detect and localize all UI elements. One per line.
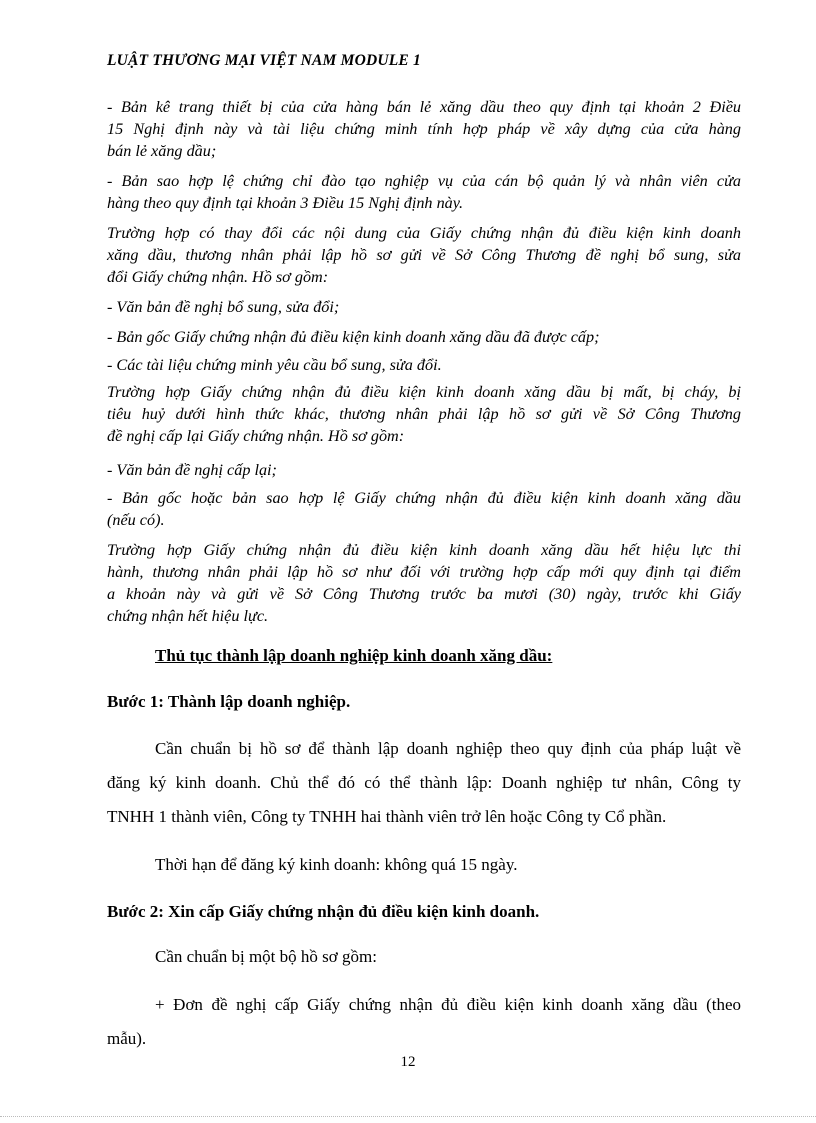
- text-line: TNHH 1 thành viên, Công ty TNHH hai thành viên trở lên hoặc Công ty Cổ phần.: [107, 807, 667, 826]
- text-line: a khoản này và gửi về Sở Công Thương trước ba mươi (30) ngày, trước khi Giấy: [107, 585, 741, 603]
- text-line: Trường hợp Giấy chứng nhận đủ điều kiện kinh doanh xăng dầu hết hiệu lực thi: [107, 541, 741, 559]
- page-number: 12: [400, 1054, 416, 1070]
- text-line: - Bản gốc Giấy chứng nhận đủ điều kiện kinh doanh xăng dầu đã được cấp;: [107, 328, 600, 346]
- registration-deadline: Thời hạn để đăng ký kinh doanh: không quá 15 ngày.: [155, 855, 518, 874]
- step-1-paragraph: [107, 732, 741, 834]
- certificate-copy-item: [107, 170, 741, 214]
- text-line: - Bản sao hợp lệ chứng chỉ đào tạo nghiệp vụ của cán bộ quản lý và nhân viên cửa: [107, 172, 741, 190]
- text-line: Cần chuẩn bị hồ sơ để thành lập doanh nghiệp theo quy định của pháp luật về: [155, 739, 741, 758]
- amendment-paragraph: [107, 222, 741, 288]
- text-line: tiêu huỷ dưới hình thức khác, thương nhân phải lập hồ sơ gửi về Sở Công Thương: [107, 405, 741, 423]
- text-line: + Đơn đề nghị cấp Giấy chứng nhận đủ điều kiện kinh doanh xăng dầu (theo: [155, 995, 741, 1014]
- equipment-list-item: [107, 96, 741, 162]
- step-2-title: Bước 2: Xin cấp Giấy chứng nhận đủ điều kiện kinh doanh.: [107, 902, 540, 921]
- expired-certificate-paragraph: [107, 539, 741, 627]
- text-line: đề nghị cấp lại Giấy chứng nhận. Hồ sơ gồm:: [107, 427, 405, 445]
- original-or-copy-item: [107, 487, 741, 531]
- text-line: - Các tài liệu chứng minh yêu cầu bổ sung, sửa đổi.: [107, 356, 442, 374]
- reissue-request-item: [107, 459, 741, 481]
- text-line: - Văn bản đề nghị bổ sung, sửa đổi;: [107, 298, 340, 316]
- text-line: xăng dầu, thương nhân phải lập hồ sơ gửi về Sở Công Thương đề nghị bổ sung, sửa: [107, 246, 741, 264]
- step-1-title: Bước 1: Thành lập doanh nghiệp.: [107, 692, 351, 711]
- text-line: hành, thương nhân phải lập hồ sơ như đối với trường hợp cấp mới quy định tại điểm: [107, 563, 741, 581]
- amendment-request-item: [107, 296, 741, 318]
- application-form-item: [107, 988, 741, 1056]
- text-line: - Bản gốc hoặc bản sao hợp lệ Giấy chứng nhận đủ điều kiện kinh doanh xăng dầu: [107, 489, 741, 507]
- section-title: Thủ tục thành lập doanh nghiệp kinh doanh xăng dầu:: [155, 646, 553, 665]
- lost-certificate-paragraph: [107, 381, 741, 447]
- text-line: - Văn bản đề nghị cấp lại;: [107, 461, 277, 479]
- text-line: Trường hợp Giấy chứng nhận đủ điều kiện kinh doanh xăng dầu bị mất, bị cháy, bị: [107, 383, 741, 401]
- step-2-intro: Cần chuẩn bị một bộ hồ sơ gồm:: [155, 947, 377, 966]
- supporting-documents-item: [107, 354, 741, 376]
- text-line: Trường hợp có thay đổi các nội dung của Giấy chứng nhận đủ điều kiện kinh doanh: [107, 224, 741, 242]
- text-line: hàng theo quy định tại khoản 3 Điều 15 Nghị định này.: [107, 194, 464, 212]
- text-line: (nếu có).: [107, 511, 165, 529]
- page-bottom-divider: [0, 1116, 816, 1117]
- text-line: bán lẻ xăng dầu;: [107, 142, 217, 160]
- text-line: mẫu).: [107, 1029, 147, 1048]
- text-line: đăng ký kinh doanh. Chủ thể đó có thể thành lập: Doanh nghiệp tư nhân, Công ty: [107, 773, 741, 792]
- text-line: chứng nhận hết hiệu lực.: [107, 607, 269, 625]
- text-line: đổi Giấy chứng nhận. Hồ sơ gồm:: [107, 268, 329, 286]
- text-line: - Bản kê trang thiết bị của cửa hàng bán lẻ xăng dầu theo quy định tại khoản 2 Điều: [107, 98, 741, 116]
- text-line: 15 Nghị định này và tài liệu chứng minh tính hợp pháp về xây dựng của cửa hàng: [107, 120, 741, 138]
- page-header: LUẬT THƯƠNG MẠI VIỆT NAM MODULE 1: [107, 52, 421, 69]
- original-certificate-item: [107, 326, 741, 348]
